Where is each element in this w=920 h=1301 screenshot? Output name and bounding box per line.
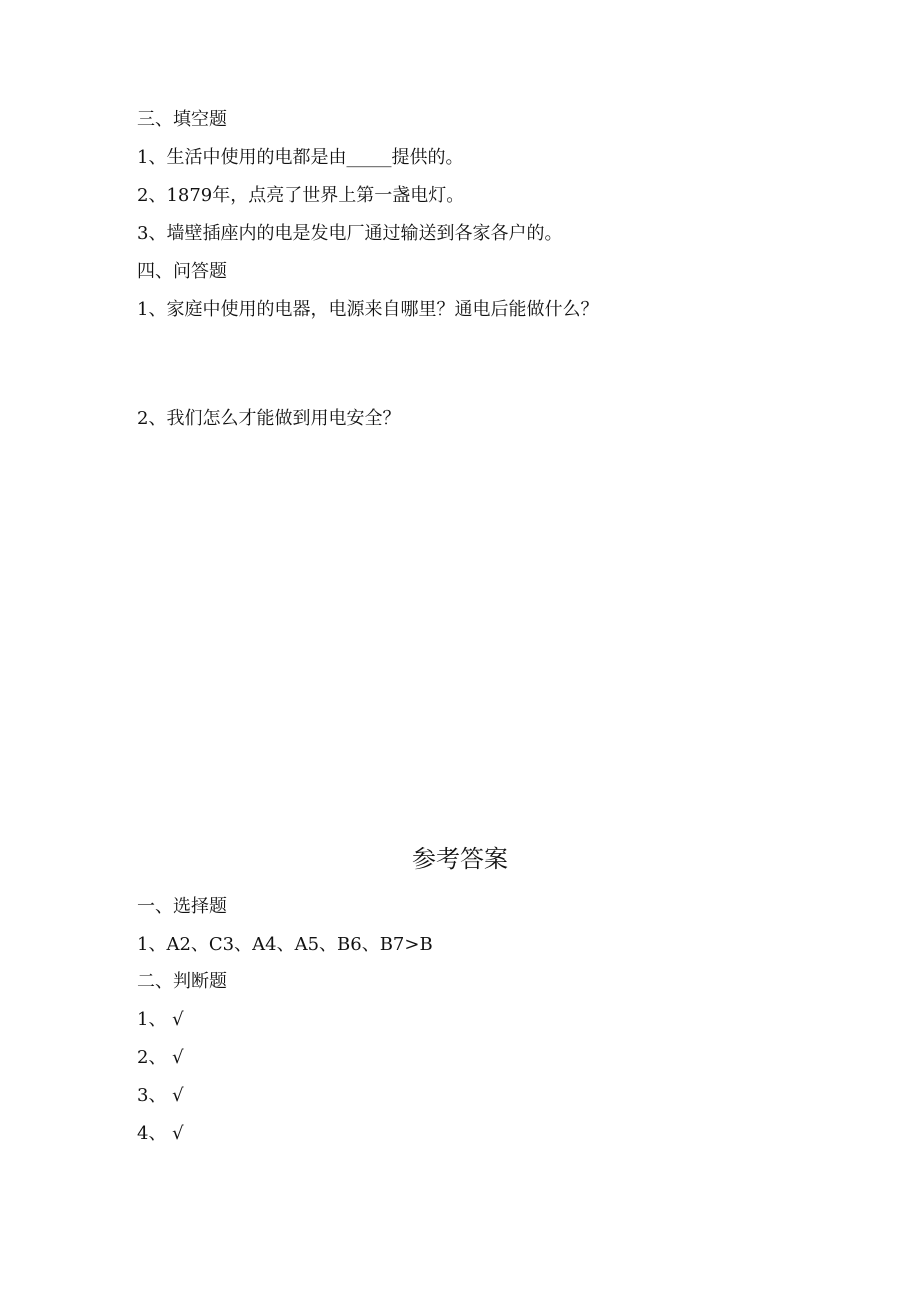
fill-blank-question-2: 2、1879年，点亮了世界上第一盏电灯。	[137, 185, 465, 206]
judge-answer-1: 1、 √	[137, 1009, 184, 1030]
qa-question-1: 1、家庭中使用的电器，电源来自哪里？通电后能做什么？	[137, 299, 599, 320]
judge-answer-2: 2、 √	[137, 1047, 184, 1068]
choice-answers-line: 1、A2、C3、A4、A5、B6、B7>B	[137, 934, 433, 955]
choice-answers-heading: 一、选择题	[137, 896, 227, 917]
judge-answers-heading: 二、判断题	[137, 971, 227, 992]
judge-answer-3: 3、 √	[137, 1085, 184, 1106]
fill-blank-heading: 三、填空题	[137, 109, 227, 130]
fill-blank-question-1: 1、生活中使用的电都是由_____提供的。	[137, 147, 464, 168]
fill-blank-question-3: 3、墙壁插座内的电是发电厂通过输送到各家各户的。	[137, 223, 563, 244]
judge-answer-4: 4、 √	[137, 1123, 184, 1144]
answer-key-title: 参考答案	[412, 845, 508, 873]
qa-question-2: 2、我们怎么才能做到用电安全？	[137, 408, 401, 429]
qa-heading: 四、问答题	[137, 261, 227, 282]
